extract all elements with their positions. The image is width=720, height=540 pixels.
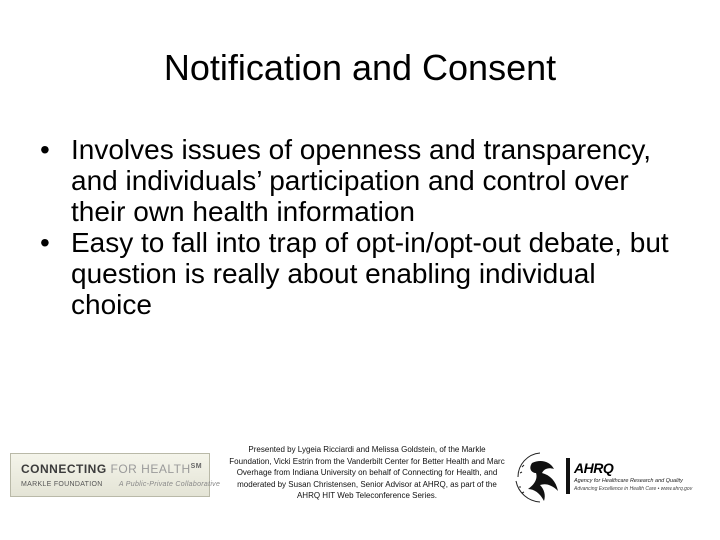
bullet-text: Involves issues of openness and transparency, and individuals’ participation and control over their own health information bbox=[71, 134, 652, 227]
presenter-credits: Presented by Lygeia Ricciardi and Melissa Goldstein, of the Markle Foundation, Vicki Estrin from the Vanderbilt Center for Better Health and Marc Overhage from Indiana University on behalf of Connecting for Health, and moderated by Susan Christensen, Senior Advisor at AHRQ, as part of the AHRQ HIT Web Teleconference Series. bbox=[229, 445, 505, 501]
slide-title: Notification and Consent bbox=[163, 47, 557, 88]
cfh-markle: MARKLE FOUNDATION bbox=[21, 481, 103, 488]
ahrq-tagline: Advancing Excellence in Health Care • www.ahrq.gov bbox=[574, 486, 693, 492]
cfh-trademark: SM bbox=[190, 463, 203, 470]
bullet-list bbox=[38, 134, 678, 320]
cfh-subline bbox=[21, 481, 220, 488]
bullet-marker: • bbox=[40, 134, 50, 165]
bullet-item bbox=[38, 227, 678, 320]
ahrq-logo-bar bbox=[566, 458, 570, 494]
connecting-for-health-logo bbox=[10, 453, 221, 497]
cfh-collab: A Public-Private Collaborative bbox=[118, 481, 221, 488]
hhs-eagle-logo bbox=[510, 447, 570, 505]
ahrq-name: AHRQ bbox=[574, 460, 614, 476]
cfh-wordmark bbox=[21, 462, 202, 476]
bullet-marker: • bbox=[40, 227, 50, 258]
ahrq-full-name: Agency for Healthcare Research and Quality bbox=[574, 478, 683, 484]
ahrq-logo bbox=[566, 458, 716, 496]
bullet-item bbox=[38, 134, 678, 227]
cfh-word-for-health: FOR HEALTH bbox=[110, 462, 191, 476]
bullet-text: Easy to fall into trap of opt-in/opt-out debate, but question is really about enabling individual choice bbox=[71, 227, 669, 320]
cfh-word-connecting: CONNECTING bbox=[21, 462, 107, 476]
